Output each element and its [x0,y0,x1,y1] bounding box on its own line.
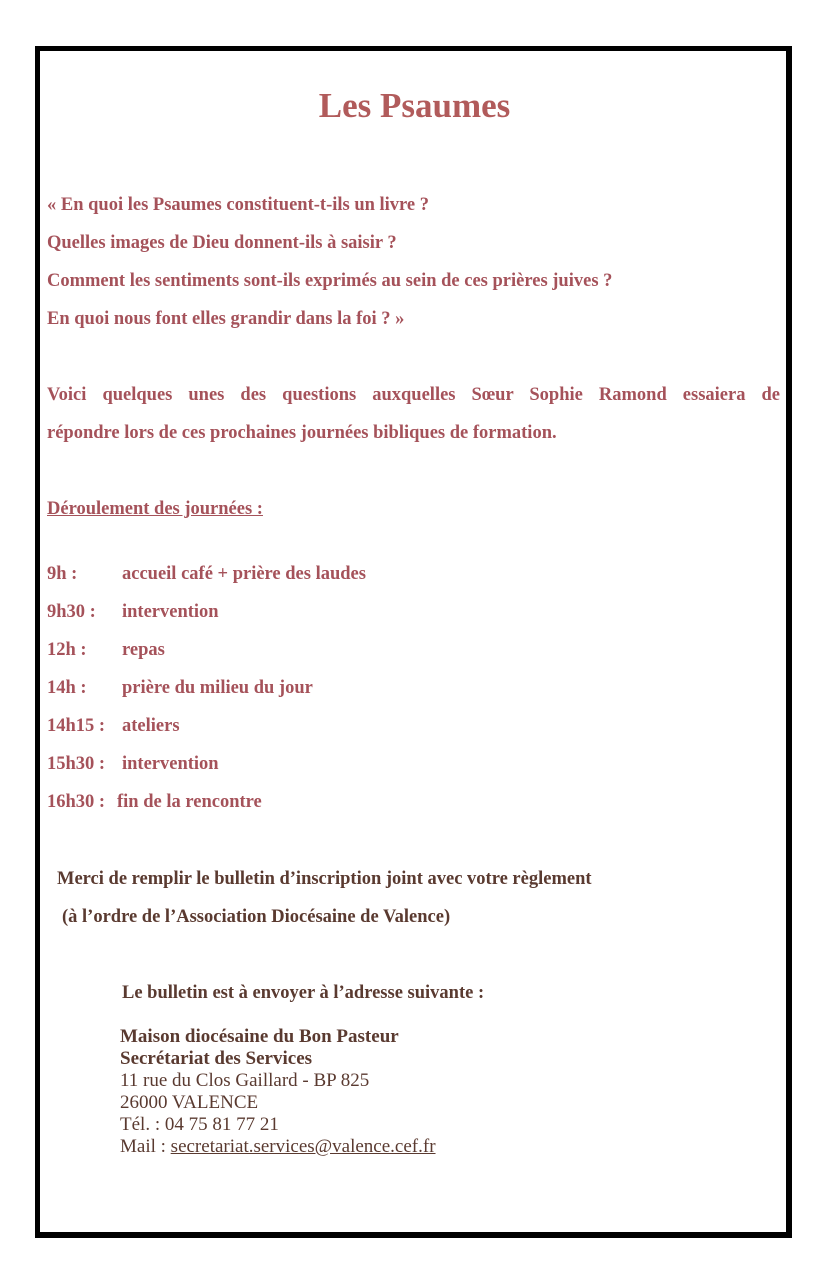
question-3: Comment les sentiments sont-ils exprimés au sein de ces prières juives ? [47,271,613,291]
address-phone: Tél. : 04 75 81 77 21 [120,1114,279,1135]
schedule-time: 14h : [47,678,87,698]
schedule-activity: intervention [122,602,219,622]
question-2: Quelles images de Dieu donnent-ils à saisir ? [47,233,397,253]
address-department: Secrétariat des Services [120,1048,313,1069]
mail-label: Mail : [120,1136,171,1157]
intro-line-1: Voici quelques unes des questions auxquelles Sœur Sophie Ramond essaiera de [47,385,780,405]
schedule-time: 12h : [47,640,87,660]
address-street: 11 rue du Clos Gaillard - BP 825 [120,1070,370,1091]
schedule-time: 9h30 : [47,602,96,622]
schedule-time: 9h : [47,564,78,584]
schedule-activity: intervention [122,754,219,774]
schedule-time: 15h30 : [47,754,106,774]
schedule-time: 14h15 : [47,716,106,736]
schedule-activity: accueil café + prière des laudes [122,564,366,584]
address-name: Maison diocésaine du Bon Pasteur [120,1026,399,1047]
question-1: « En quoi les Psaumes constituent-t-ils un livre ? [47,195,430,215]
document-title: Les Psaumes [318,86,511,125]
schedule-heading: Déroulement des journées : [47,499,263,519]
address-city: 26000 VALENCE [120,1092,259,1113]
mail-link[interactable]: secretariat.services@valence.cef.fr [170,1136,436,1157]
schedule-activity: fin de la rencontre [117,792,262,812]
address-mail-row [120,1136,436,1158]
send-to-label: Le bulletin est à envoyer à l’adresse suivante : [122,983,485,1003]
intro-line-2: répondre lors de ces prochaines journées bibliques de formation. [47,423,557,443]
registration-line-1: Merci de remplir le bulletin d’inscription joint avec votre règlement [57,869,592,889]
schedule-activity: repas [122,640,165,660]
schedule-activity: prière du milieu du jour [122,678,313,698]
schedule-time: 16h30 : [47,792,106,812]
question-4: En quoi nous font elles grandir dans la foi ? » [47,309,405,329]
registration-line-2: (à l’ordre de l’Association Diocésaine de Valence) [62,907,451,927]
schedule-activity: ateliers [122,716,180,736]
